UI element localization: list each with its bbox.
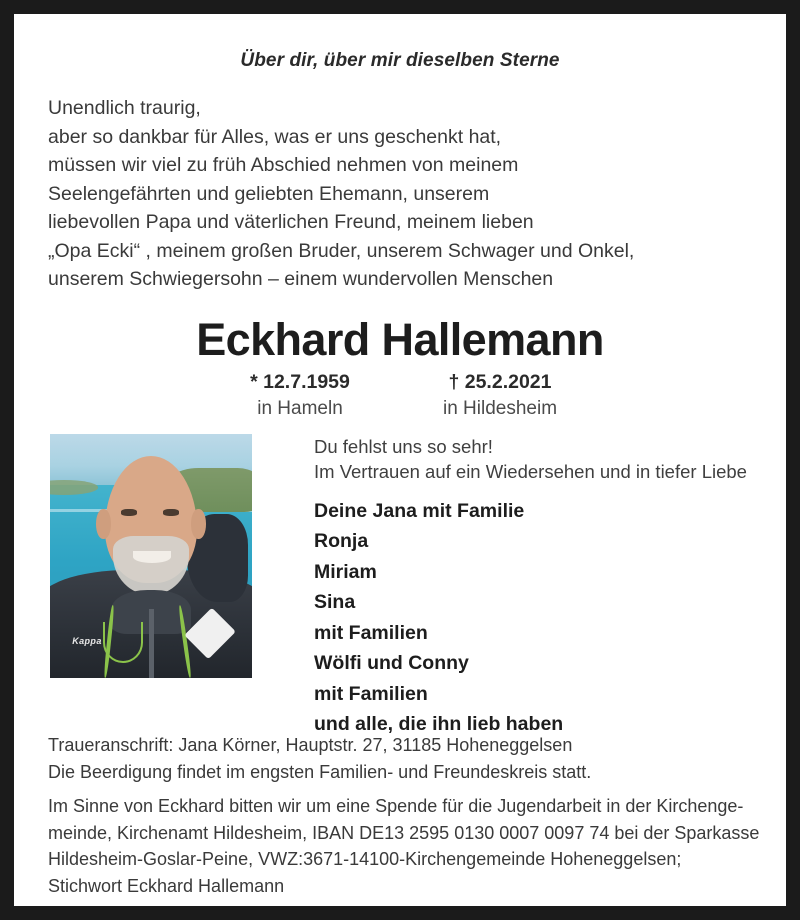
photo-eye-right bbox=[163, 509, 179, 515]
intro-line: Seelengefährten und geliebten Ehemann, unserem bbox=[48, 182, 490, 205]
list-item: Miriam bbox=[314, 560, 377, 583]
list-item: und alle, die ihn lieb haben bbox=[314, 713, 564, 736]
photo-ear-right bbox=[191, 509, 205, 538]
list-item: mit Familien bbox=[314, 621, 428, 644]
birth-date: * 12.7.1959 bbox=[250, 370, 350, 393]
photo-eye-left bbox=[121, 509, 137, 515]
donation-line: Im Sinne von Eckhard bitten wir um eine Spende für die Jugendarbeit in der Kirchenge- bbox=[48, 796, 744, 816]
birth-place: in Hameln bbox=[257, 397, 343, 419]
mourning-intro-line: Im Vertrauen auf ein Wiedersehen und in tiefer Liebe bbox=[314, 460, 747, 482]
photo-zipper bbox=[149, 609, 154, 677]
list-item: Wölfi und Conny bbox=[314, 652, 469, 675]
death-place: in Hildesheim bbox=[442, 397, 558, 419]
list-item: Ronja bbox=[314, 530, 369, 553]
deceased-name: Eckhard Hallemann bbox=[196, 313, 604, 365]
footer-block bbox=[32, 732, 772, 899]
intro-line: liebevollen Papa und väterlichen Freund, meinem lieben bbox=[48, 211, 534, 233]
mourning-intro bbox=[314, 434, 768, 484]
photo-drawcord-loop bbox=[103, 622, 143, 663]
donation-reference-line: Hildesheim-Goslar-Peine, VWZ:3671-14100-Kirchengemeinde Hoheneggelsen; bbox=[48, 849, 682, 869]
mourning-intro-line: Du fehlst uns so sehr! bbox=[314, 435, 493, 457]
list-item: mit Familien bbox=[314, 682, 428, 705]
notice-inner bbox=[14, 14, 786, 906]
middle-section bbox=[32, 434, 768, 736]
portrait-photo bbox=[50, 434, 252, 678]
name-block bbox=[32, 313, 768, 420]
intro-line: Unendlich traurig, bbox=[48, 97, 201, 119]
photo-smile bbox=[133, 551, 171, 563]
mourning-address: Traueranschrift: Jana Körner, Hauptstr. 27, 31185 Hoheneggelsen bbox=[48, 735, 573, 755]
list-item: Deine Jana mit Familie bbox=[314, 499, 525, 522]
intro-line: müssen wir viel zu früh Abschied nehmen von meinem bbox=[48, 154, 519, 176]
death-date: † 25.2.2021 bbox=[448, 370, 552, 393]
donation-keyword-line: Stichwort Eckhard Hallemann bbox=[48, 875, 285, 896]
intro-line: „Opa Ecki“ , meinem großen Bruder, unserem Schwager und Onkel, bbox=[48, 239, 635, 262]
list-item: Sina bbox=[314, 591, 356, 614]
footer-spacer bbox=[48, 785, 772, 793]
intro-line: aber so dankbar für Alles, was er uns geschenkt hat, bbox=[48, 125, 502, 148]
death-info bbox=[400, 371, 600, 420]
photo-brand-label: Kappa bbox=[72, 636, 102, 647]
dates-row bbox=[32, 371, 768, 420]
mourners-list bbox=[314, 496, 768, 740]
donation-iban-line: meinde, Kirchenamt Hildesheim, IBAN DE13 2595 0130 0007 0097 74 bei der Sparkasse bbox=[48, 822, 760, 843]
photo-ear-left bbox=[96, 509, 110, 538]
intro-paragraph bbox=[32, 94, 768, 294]
motto-text: Über dir, über mir dieselben Sterne bbox=[240, 50, 560, 71]
intro-line: unserem Schwiegersohn – einem wundervollen Menschen bbox=[48, 268, 554, 290]
birth-info bbox=[200, 371, 400, 420]
mourners-block bbox=[314, 434, 768, 740]
funeral-note: Die Beerdigung findet im engsten Familien- und Freundeskreis statt. bbox=[48, 761, 592, 782]
